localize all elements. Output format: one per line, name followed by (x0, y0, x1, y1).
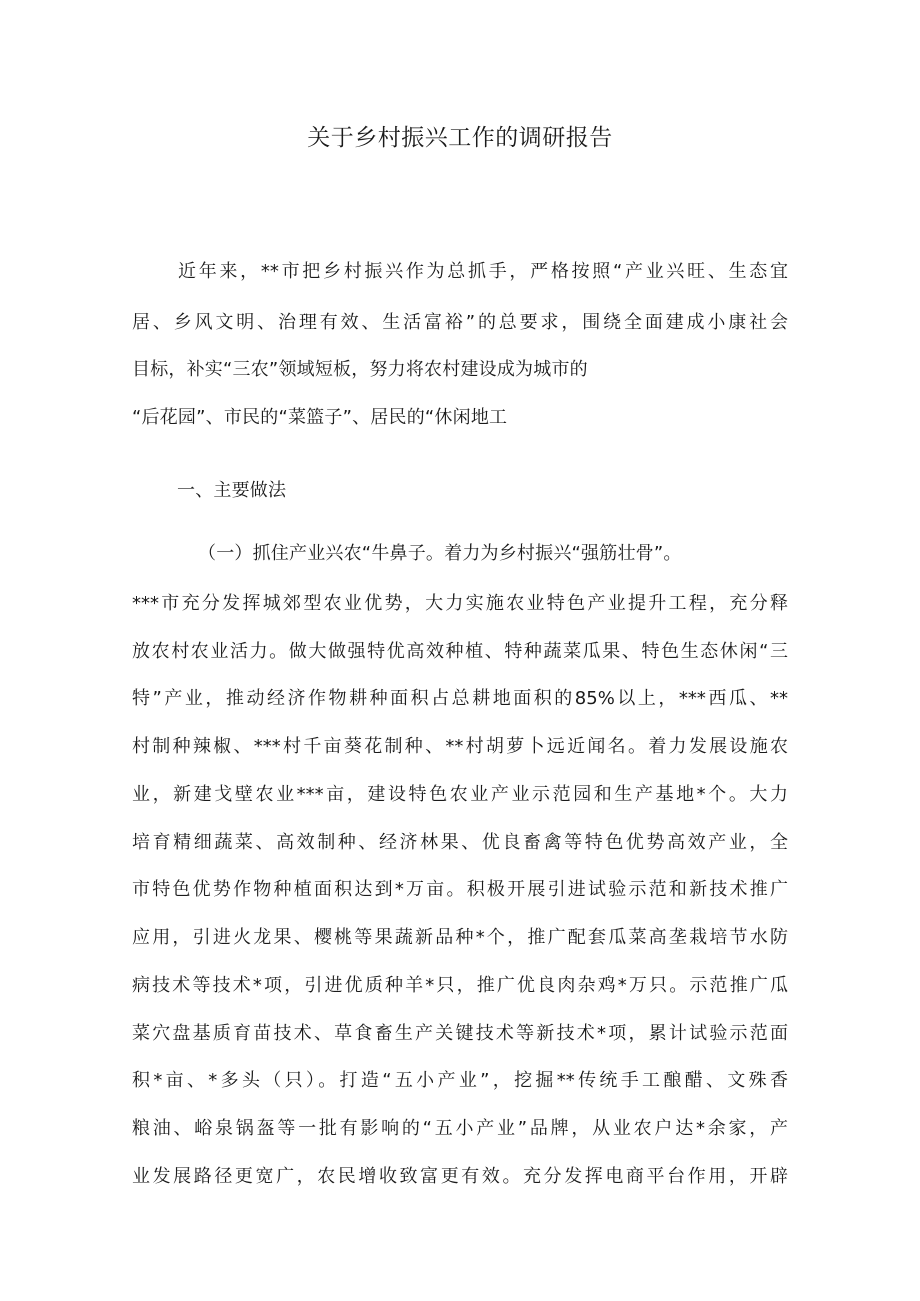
section-heading: 一、主要做法 (177, 480, 287, 501)
body-line: ***市充分发挥城郊型农业优势，大力实施农业特色产业提升工程，充分释 (132, 593, 788, 614)
body-line: 积*亩、*多头（只）。打造“五小产业”，挖掘**传统手工酿醋、文殊香 (132, 1070, 788, 1091)
intro-line: “后花园”、市民的“菜篮子”、居民的“休闲地工 (132, 407, 508, 428)
body-line: 市特色优势作物种植面积达到*万亩。积极开展引进试验示范和新技术推广 (132, 879, 788, 900)
body-line: 业发展路径更宽广，农民增收致富更有效。充分发挥电商平台作用，开辟 (132, 1166, 788, 1187)
subsection-heading: （一）抓住产业兴农“牛鼻子。着力为乡村振兴“强筋壮骨”。 (198, 543, 682, 564)
body-line: 培育精细蔬菜、高效制种、经济林果、优良畜禽等特色优势高效产业，全 (132, 832, 788, 853)
body-line: 放农村农业活力。做大做强特优高效种植、特种蔬菜瓜果、特色生态休闲“三 (132, 641, 788, 662)
intro-line: 目标，补实“三农”领域短板，努力将农村建设成为城市的 (132, 359, 588, 380)
body-line: 菜穴盘基质育苗技术、草食畜生产关键技术等新技术*项，累计试验示范面 (132, 1023, 788, 1044)
body-line: 特”产业，推动经济作物耕种面积占总耕地面积的85%以上，***西瓜、** (132, 688, 788, 709)
body-line: 应用，引进火龙果、樱桃等果蔬新品种*个，推广配套瓜菜高垄栽培节水防 (132, 927, 788, 948)
intro-line: 近年来，**市把乡村振兴作为总抓手，严格按照“产业兴旺、生态宜 (178, 261, 788, 282)
body-line: 粮油、峪泉锅盔等一批有影响的“五小产业”品牌，从业农户达*余家，产 (132, 1118, 788, 1139)
body-line: 病技术等技术*项，引进优质种羊*只，推广优良肉杂鸡*万只。示范推广瓜 (132, 975, 788, 996)
document-title: 关于乡村振兴工作的调研报告 (307, 125, 613, 151)
body-line: 村制种辣椒、***村千亩葵花制种、**村胡萝卜远近闻名。着力发展设施农 (132, 736, 788, 757)
intro-line: 居、乡风文明、治理有效、生活富裕”的总要求，围绕全面建成小康社会 (132, 312, 788, 333)
body-line: 业，新建戈壁农业***亩，建设特色农业产业示范园和生产基地*个。大力 (132, 784, 788, 805)
